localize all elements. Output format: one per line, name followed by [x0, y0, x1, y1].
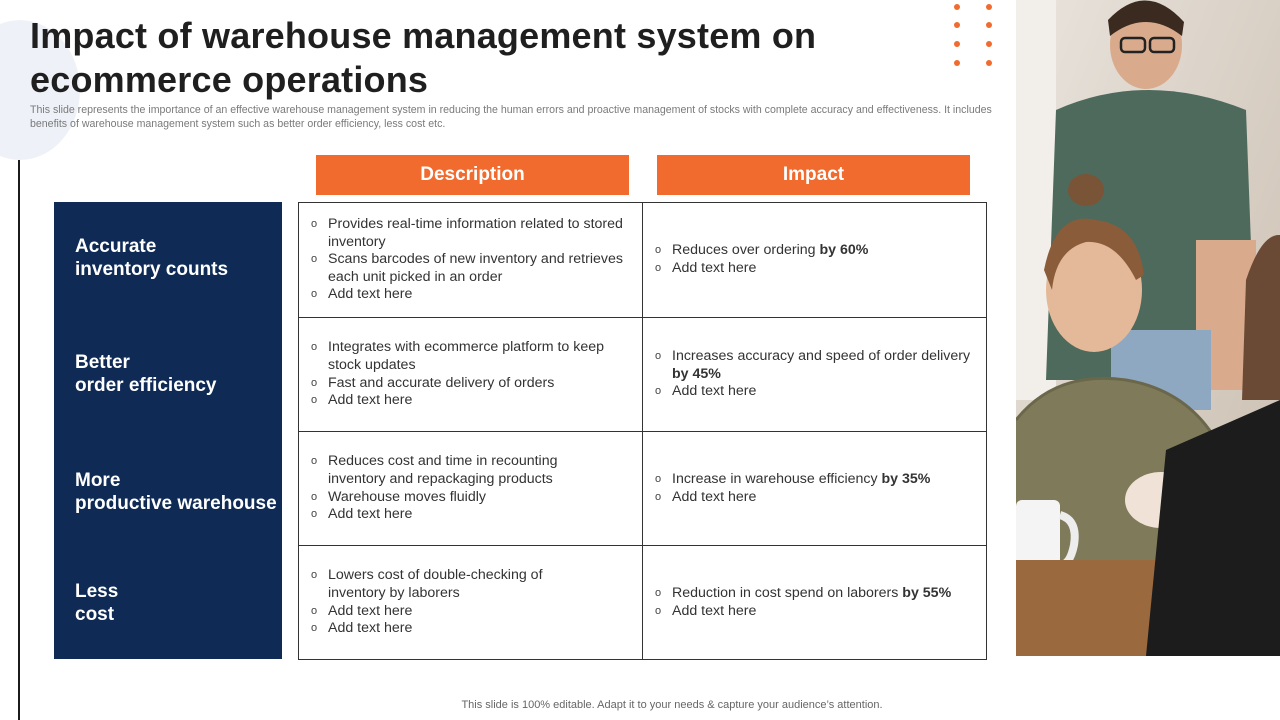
description-bullet: o Reduces cost and time in recounting inventory and repackaging products	[311, 453, 571, 488]
description-bullet: o Add text here	[311, 603, 630, 621]
impact-cell	[643, 203, 986, 317]
row-label-accurate-inventory: Accurate inventory counts	[75, 236, 229, 280]
left-divider-line	[18, 160, 20, 720]
description-cell	[299, 318, 642, 431]
row-label-less-cost: Less cost	[75, 581, 119, 625]
team-photo	[1016, 0, 1280, 656]
description-bullet: o Add text here	[311, 620, 630, 638]
description-bullet: o Scans barcodes of new inventory and retrieves each unit picked in an order	[311, 251, 630, 286]
team-photo-icon	[1016, 0, 1280, 656]
description-bullet: o Provides real-time information related to stored inventory	[311, 216, 630, 251]
description-bullet: o Add text here	[311, 286, 630, 304]
description-column-header: Description	[316, 155, 629, 195]
impact-bullet: o Add text here	[655, 603, 974, 621]
page-title	[30, 14, 930, 102]
title-line-1: Impact of warehouse management system on	[30, 15, 817, 56]
description-bullet: o Fast and accurate delivery of orders	[311, 375, 630, 393]
description-cell	[299, 432, 642, 545]
impact-bullet: o Add text here	[655, 489, 974, 507]
impact-bullet: o Increases accuracy and speed of order delivery by 45%	[655, 348, 974, 383]
impact-column-header: Impact	[657, 155, 970, 195]
slide-subtitle: This slide represents the importance of an effective warehouse management system in reducing the human errors and proactive management of stocks with complete accuracy and effectiveness. It includes benefits of warehouse management system such as better order efficiency, less cost etc.	[30, 104, 992, 130]
description-bullet: o Add text here	[311, 506, 630, 524]
impact-bullet: o Reduction in cost spend on laborers by 55%	[655, 585, 974, 603]
impact-bullet: o Increase in warehouse efficiency by 35%	[655, 471, 974, 489]
description-cell	[299, 203, 642, 317]
description-bullet: o Integrates with ecommerce platform to keep stock updates	[311, 339, 630, 374]
description-bullet: o Lowers cost of double-checking of inventory by laborers	[311, 567, 561, 602]
description-cell	[299, 546, 642, 659]
description-bullet: o Add text here	[311, 392, 630, 410]
impact-cell	[643, 546, 986, 659]
benefits-table	[298, 202, 987, 660]
impact-bullet: o Reduces over ordering by 60%	[655, 242, 974, 260]
impact-bullet: o Add text here	[655, 260, 974, 278]
impact-bullet: o Add text here	[655, 383, 974, 401]
row-label-order-efficiency: Better order efficiency	[75, 352, 217, 396]
description-bullet: o Warehouse moves fluidly	[311, 489, 630, 507]
row-label-productive-warehouse: More productive warehouse	[75, 470, 277, 514]
footer-note: This slide is 100% editable. Adapt it to your needs & capture your audience’s attention.	[461, 699, 883, 711]
impact-cell	[643, 318, 986, 431]
impact-cell	[643, 432, 986, 545]
title-line-2: ecommerce operations	[30, 59, 429, 100]
